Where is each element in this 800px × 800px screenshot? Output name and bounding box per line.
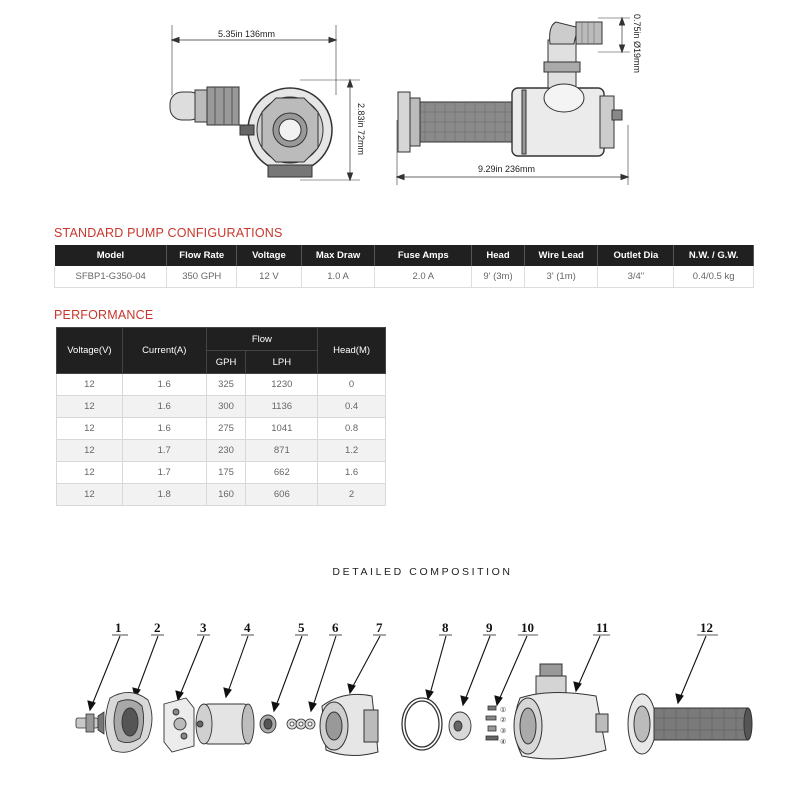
perf-cell: 12 <box>57 374 123 396</box>
part-6-washers <box>287 719 315 729</box>
config-cell-max-draw: 1.0 A <box>301 266 375 288</box>
composition-title: DETAILED COMPOSITION <box>332 566 513 578</box>
pump-side-view <box>397 18 630 185</box>
part-4-motor <box>196 704 254 744</box>
config-cell-outlet-dia: 3/4" <box>598 266 674 288</box>
config-table <box>54 245 754 288</box>
dim-height-label: 2.83in 72mm <box>356 103 366 156</box>
part-number-5: 5 <box>298 620 305 635</box>
perf-cell: 0 <box>318 374 386 396</box>
part-10-label-1: ① <box>500 707 507 714</box>
part-number-6: 6 <box>332 620 339 635</box>
part-number-8: 8 <box>442 620 449 635</box>
part-number-10: 10 <box>521 620 534 635</box>
perf-header-current: Current(A) <box>122 328 206 374</box>
perf-cell: 175 <box>206 462 246 484</box>
dimension-drawings <box>0 0 800 200</box>
dim-length-label: 9.29in 236mm <box>478 164 536 174</box>
perf-cell: 275 <box>206 418 246 440</box>
exploded-parts-diagram <box>0 600 800 800</box>
perf-cell: 12 <box>57 484 123 506</box>
part-12-strainer <box>628 694 752 754</box>
config-header-max-draw: Max Draw <box>301 245 375 266</box>
perf-header-voltage: Voltage(V) <box>57 328 123 374</box>
config-header-model: Model <box>55 245 167 266</box>
config-cell-head: 9' (3m) <box>472 266 525 288</box>
perf-header-gph: GPH <box>206 351 246 374</box>
perf-cell: 1230 <box>246 374 318 396</box>
config-cell-flow-rate: 350 GPH <box>167 266 237 288</box>
perf-cell: 1.8 <box>122 484 206 506</box>
part-10-label-4: ④ <box>500 739 507 746</box>
perf-cell: 1.7 <box>122 440 206 462</box>
config-header-row <box>55 245 754 266</box>
perf-cell: 1.6 <box>122 374 206 396</box>
perf-cell: 1.6 <box>122 418 206 440</box>
dim-width-label: 5.35in 136mm <box>218 29 276 39</box>
perf-cell: 300 <box>206 396 246 418</box>
performance-header-row <box>57 328 386 351</box>
performance-section-title: PERFORMANCE <box>54 308 154 322</box>
part-number-9: 9 <box>486 620 493 635</box>
perf-header-lph: LPH <box>246 351 318 374</box>
perf-cell: 230 <box>206 440 246 462</box>
perf-cell: 1136 <box>246 396 318 418</box>
part-10-label-2: ② <box>500 717 507 724</box>
config-cell-model: SFBP1-G350-04 <box>55 266 167 288</box>
config-section-title: STANDARD PUMP CONFIGURATIONS <box>54 226 283 240</box>
config-header-weight: N.W. / G.W. <box>674 245 754 266</box>
config-cell-weight: 0.4/0.5 kg <box>674 266 754 288</box>
perf-cell: 1.6 <box>318 462 386 484</box>
part-number-3: 3 <box>200 620 207 635</box>
perf-header-head: Head(M) <box>318 328 386 374</box>
config-cell-wire-lead: 3' (1m) <box>524 266 598 288</box>
perf-cell: 12 <box>57 440 123 462</box>
part-number-2: 2 <box>154 620 161 635</box>
table-row <box>57 462 386 484</box>
perf-cell: 606 <box>246 484 318 506</box>
perf-cell: 12 <box>57 462 123 484</box>
config-cell-fuse-amps: 2.0 A <box>375 266 472 288</box>
part-2-end-cap <box>105 692 152 752</box>
perf-cell: 0.4 <box>318 396 386 418</box>
part-number-11: 11 <box>596 620 609 635</box>
pump-front-view <box>170 25 360 180</box>
perf-cell: 1041 <box>246 418 318 440</box>
perf-cell: 871 <box>246 440 318 462</box>
part-number-1: 1 <box>115 620 122 635</box>
part-7-housing <box>320 694 378 755</box>
config-header-voltage: Voltage <box>237 245 302 266</box>
perf-cell: 0.8 <box>318 418 386 440</box>
performance-table <box>56 327 386 506</box>
part-1-nozzle <box>76 712 104 734</box>
perf-header-flow: Flow <box>206 328 318 351</box>
perf-cell: 1.6 <box>122 396 206 418</box>
part-number-12: 12 <box>700 620 713 635</box>
config-cell-voltage: 12 V <box>237 266 302 288</box>
part-10-label-3: ③ <box>500 728 507 735</box>
table-row <box>57 440 386 462</box>
config-data-row <box>55 266 754 288</box>
perf-cell: 2 <box>318 484 386 506</box>
part-8-o-ring <box>402 698 442 750</box>
perf-cell: 1.2 <box>318 440 386 462</box>
config-header-head: Head <box>472 245 525 266</box>
perf-cell: 325 <box>206 374 246 396</box>
part-9-impeller <box>449 712 471 740</box>
table-row <box>57 374 386 396</box>
perf-cell: 12 <box>57 396 123 418</box>
perf-cell: 12 <box>57 418 123 440</box>
config-header-outlet-dia: Outlet Dia <box>598 245 674 266</box>
part-10-small-parts <box>486 706 498 740</box>
table-row <box>57 418 386 440</box>
perf-cell: 662 <box>246 462 318 484</box>
perf-cell: 160 <box>206 484 246 506</box>
part-5-coupling <box>260 715 276 733</box>
part-number-4: 4 <box>244 620 251 635</box>
table-row <box>57 396 386 418</box>
perf-cell: 1.7 <box>122 462 206 484</box>
part-3-plate <box>164 698 194 752</box>
part-11-main-body <box>514 664 608 759</box>
part-number-7: 7 <box>376 620 383 635</box>
config-header-flow-rate: Flow Rate <box>167 245 237 266</box>
dim-outlet-label: 0.75in Ø19mm <box>632 14 642 74</box>
config-header-wire-lead: Wire Lead <box>524 245 598 266</box>
config-header-fuse-amps: Fuse Amps <box>375 245 472 266</box>
table-row <box>57 484 386 506</box>
